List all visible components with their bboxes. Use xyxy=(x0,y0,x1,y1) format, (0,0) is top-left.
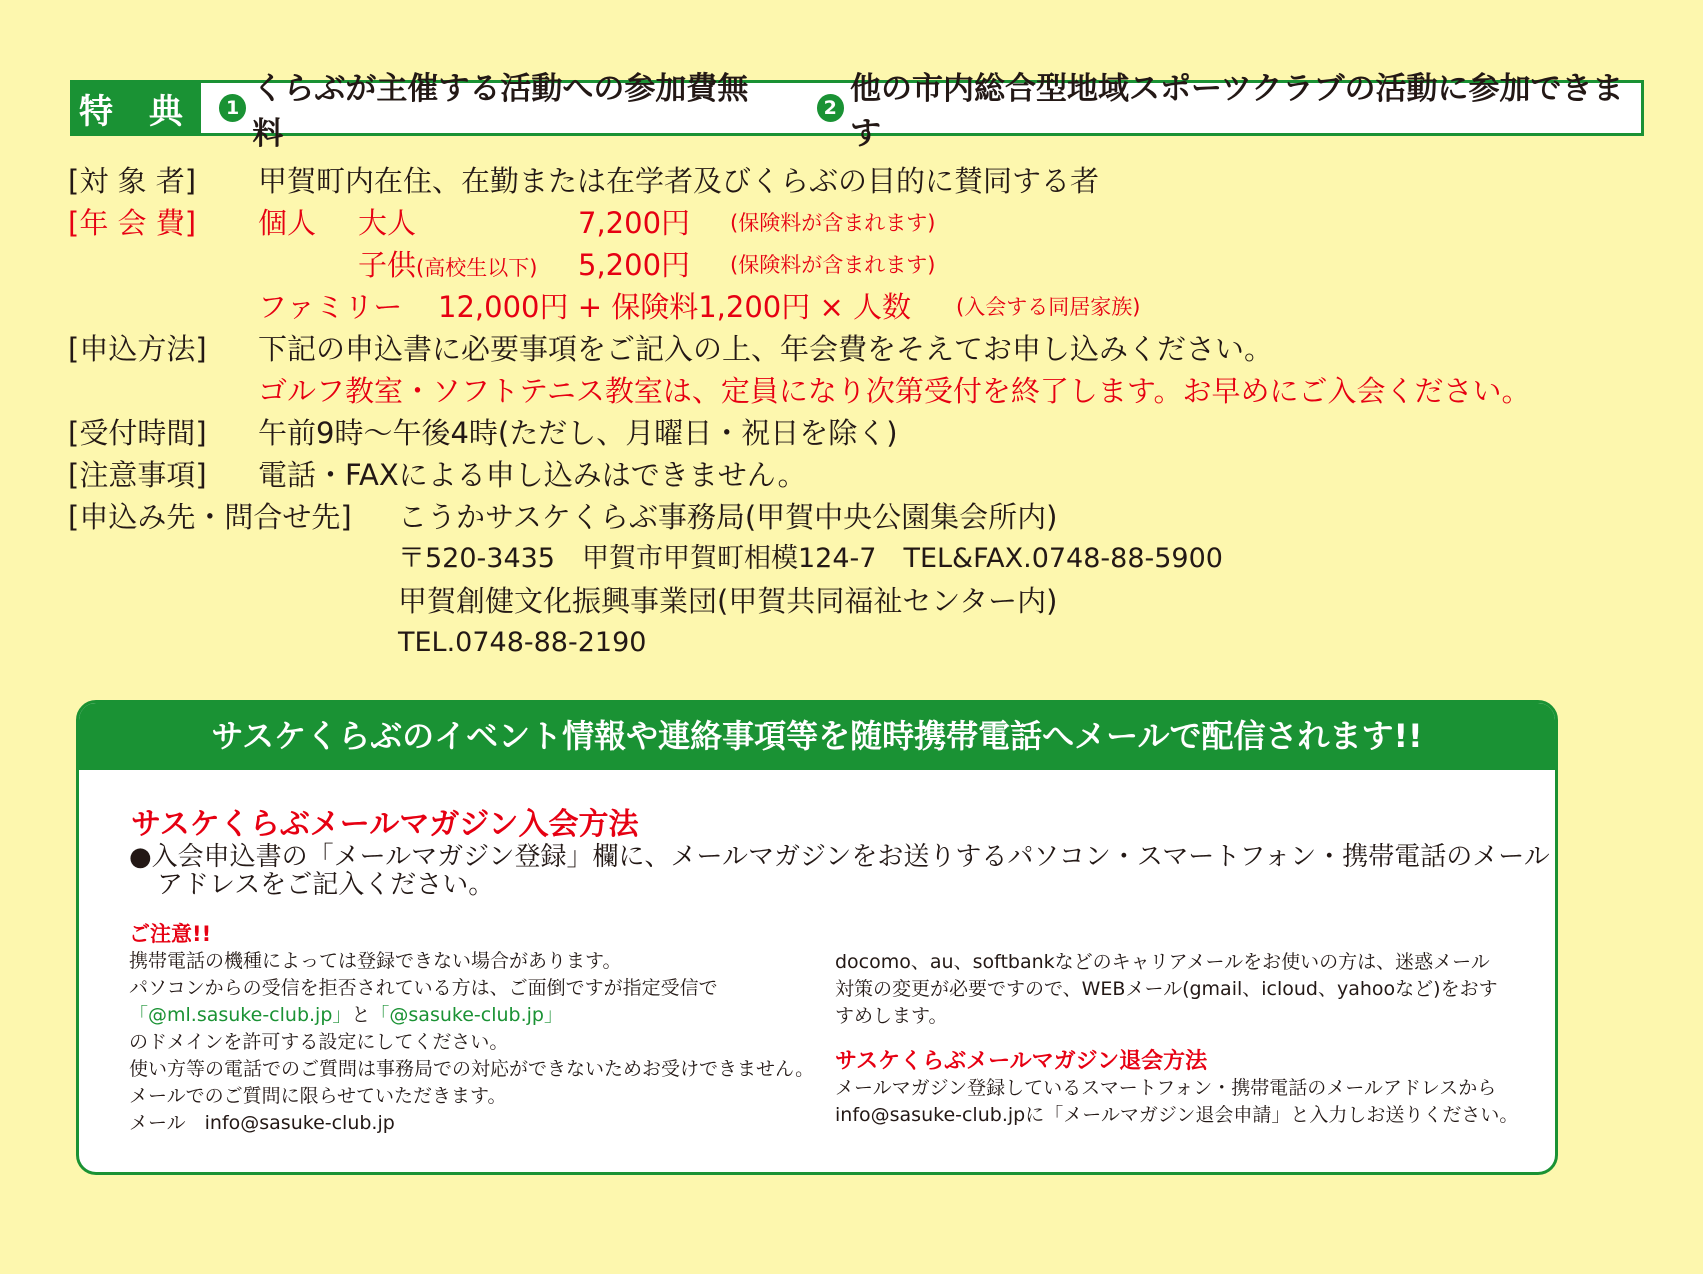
contact-label: [申込み先・問合せ先] xyxy=(68,500,352,534)
benefit-text-2: 他の市内総合型地域スポーツクラブの活動に参加できます xyxy=(850,71,1624,152)
contact-tel: TEL.0748-88-2190 xyxy=(398,627,647,658)
join-text xyxy=(129,842,1550,900)
contact-org: 甲賀創健文化振興事業団(甲賀共同福祉センター内) xyxy=(398,584,1058,618)
benefits-label: 特 典 xyxy=(73,83,201,133)
number-1-icon: 1 xyxy=(219,94,247,122)
fee-row-child xyxy=(68,244,1668,286)
fee-child-sub: (高校生以下) xyxy=(416,256,538,280)
unsubscribe-title: サスケくらぶメールマガジン退会方法 xyxy=(835,1049,1208,1074)
contact-address: 〒520-3435 甲賀市甲賀町相模124-7 TEL&FAX.0748-88-5900 xyxy=(398,543,1223,574)
unsubscribe-line-1: メールマガジン登録しているスマートフォン・携帯電話のメールアドレスから xyxy=(835,1077,1497,1099)
fee-row-adult xyxy=(68,202,1668,244)
caution-label: [注意事項] xyxy=(68,458,207,492)
target-text: 甲賀町内在住、在勤または在学者及びくらぶの目的に賛同する者 xyxy=(258,164,1100,198)
fee-child-label: 子供 xyxy=(358,248,417,282)
contact-address-row xyxy=(68,538,1668,580)
number-2-icon: 2 xyxy=(817,94,845,122)
benefit-item-2 xyxy=(817,63,1642,153)
info-section xyxy=(68,160,1668,664)
contact-org-row xyxy=(68,580,1668,622)
note-line-2: パソコンからの受信を拒否されている方は、ご面倒ですが指定受信で xyxy=(129,977,718,999)
fee-family: ファミリー xyxy=(258,290,403,324)
join-line-2: アドレスをご記入ください。 xyxy=(157,870,495,900)
fee-row-family xyxy=(68,286,1668,328)
fee-child xyxy=(358,244,537,289)
caution-text: 電話・FAXによる申し込みはできません。 xyxy=(258,458,807,492)
hours-row xyxy=(68,412,1668,454)
carrier-line-2: 対策の変更が必要ですので、WEBメール(gmail、icloud、yahooなど)をおす xyxy=(835,978,1498,1000)
caution-row xyxy=(68,454,1668,496)
join-title: サスケくらぶメールマガジン入会方法 xyxy=(131,807,639,842)
apply-row-2 xyxy=(68,370,1668,412)
contact-name: こうかサスケくらぶ事務局(甲賀中央公園集会所内) xyxy=(398,500,1058,534)
apply-text: 下記の申込書に必要事項をご記入の上、年会費をそえてお申し込みください。 xyxy=(258,332,1274,366)
note-title: ご注意!! xyxy=(129,922,212,946)
hours-text: 午前9時～午後4時(ただし、月曜日・祝日を除く) xyxy=(258,416,898,450)
fee-child-note: (保険料が含まれます) xyxy=(730,253,936,277)
note-line-4: のドメインを許可する設定にしてください。 xyxy=(129,1031,509,1053)
note-column xyxy=(129,921,829,1137)
benefit-text-1: くらぶが主催する活動への参加費無料 xyxy=(252,71,749,152)
domain-link-1: 「@ml.sasuke-club.jp」 xyxy=(129,1004,352,1026)
note-line-6: メールでのご質問に限らせていただきます。 xyxy=(129,1085,507,1107)
benefit-item-1 xyxy=(219,63,771,153)
contact-row xyxy=(68,496,1668,538)
carrier-column xyxy=(835,949,1535,1129)
note-line-1: 携帯電話の機種によっては登録できない場合があります。 xyxy=(129,950,622,972)
note-line-7: メール info@sasuke-club.jp xyxy=(129,1112,395,1134)
fee-child-amount: 5,200円 xyxy=(578,248,691,282)
apply-notice: ゴルフ教室・ソフトテニス教室は、定員になり次第受付を終了します。お早めにご入会ください。 xyxy=(258,374,1531,408)
fee-individual: 個人 xyxy=(258,206,317,240)
note-line-5: 使い方等の電話でのご質問は事務局での対応ができないためお受けできません。 xyxy=(129,1058,815,1080)
benefits-bar xyxy=(70,71,1644,152)
fee-family-amount: 12,000円 + 保険料1,200円 × 人数 xyxy=(438,290,911,324)
hours-label: [受付時間] xyxy=(68,416,207,450)
domain-link-2: 「@sasuke-club.jp」 xyxy=(370,1004,563,1026)
note-and: と xyxy=(351,1004,371,1026)
join-line-1: ●入会申込書の「メールマガジン登録」欄に、メールマガジンをお送りするパソコン・スマートフォン・携帯電話のメール xyxy=(129,842,1550,872)
mail-magazine-box xyxy=(76,700,1558,1175)
fee-adult-amount: 7,200円 xyxy=(578,206,691,240)
carrier-line-1: docomo、au、softbankなどのキャリアメールをお使いの方は、迷惑メール xyxy=(835,951,1490,973)
fee-family-note: (入会する同居家族) xyxy=(956,295,1141,319)
target-row xyxy=(68,160,1668,202)
carrier-line-3: すめします。 xyxy=(835,1005,948,1027)
mail-header: サスケくらぶのイベント情報や連絡事項等を随時携帯電話へメールで配信されます!! xyxy=(79,703,1555,770)
contact-tel-row xyxy=(68,622,1668,664)
fee-adult: 大人 xyxy=(358,206,417,240)
fee-label: [年 会 費] xyxy=(68,206,197,240)
note-line-3 xyxy=(129,1002,829,1029)
apply-label: [申込方法] xyxy=(68,332,207,366)
unsubscribe-line-2: info@sasuke-club.jpに「メールマガジン退会申請」と入力しお送りください。 xyxy=(835,1104,1519,1126)
target-label: [対 象 者] xyxy=(68,164,197,198)
fee-adult-note: (保険料が含まれます) xyxy=(730,211,936,235)
apply-row xyxy=(68,328,1668,370)
